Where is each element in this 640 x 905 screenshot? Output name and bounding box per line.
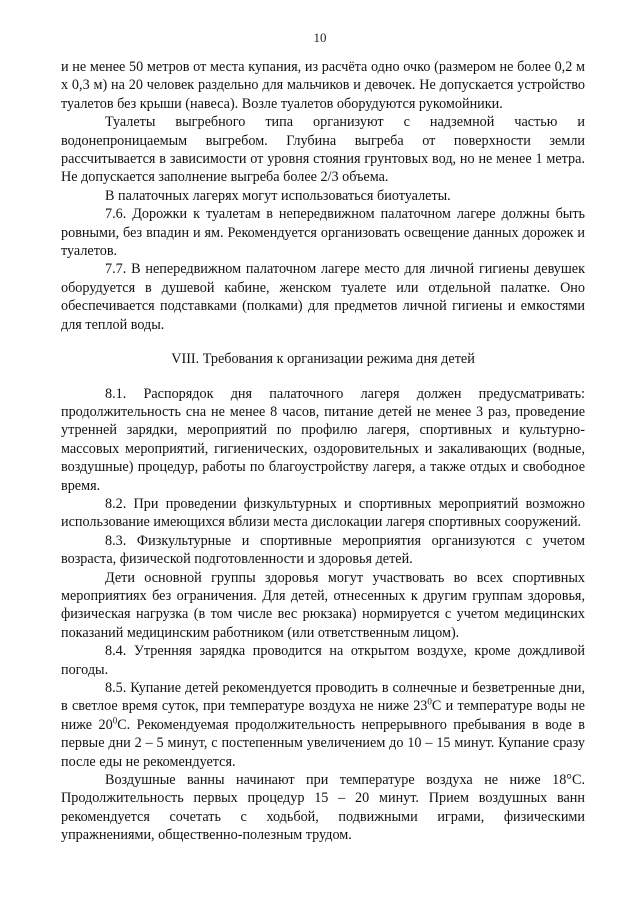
page-number: 10 (313, 30, 327, 45)
paragraph-biotoilets: В палаточных лагерях могут использоваться биотуалеты. (105, 187, 451, 204)
paragraph-air-baths: Воздушные ванны начинают при температуре воздуха не ниже 18°С. Продолжительность первых процедур 15 – 20 минут. Прием воздушных ванн рекомендуется сочетать с ходьбой, подвижными играми, физическими упражнениями, общественно-полезным трудом. (61, 772, 585, 844)
paragraph-8-1: 8.1. Распорядок дня палаточного лагеря должен предусматривать: продолжительность сна не менее 8 часов, питание детей не менее 3 раз, проведение утренней зарядки, мероприятий по профилю лагеря, спортивных и культурно-массовых мероприятий, гигиенических, оздоровительных и закаливающих (водные, воздушные) процедур, работы по благоустройству лагеря, а также отдых и свободное время. (61, 385, 585, 494)
p85-part1: 8.5. Купание детей рекомендуется проводить в солнечные и безветренные дни, в светлое время суток, при температуре воздуха не ниже 23 (61, 680, 585, 715)
paragraph-7-6: 7.6. Дорожки к туалетам в непередвижном палаточном лагере должны быть ровными, без впадин и ям. Рекомендуется организовать освещение данных дорожек и туалетов. (61, 206, 585, 260)
degree-sup-water: 0 (112, 715, 118, 726)
paragraph-8-2: 8.2. При проведении физкультурных и спортивных мероприятий возможно использование имеющихся вблизи места дислокации лагеря спортивных сооружений. (61, 495, 585, 531)
document-body (61, 58, 585, 845)
paragraph-7-7: 7.7. В непередвижном палаточном лагере место для личной гигиены девушек оборудуется в душевой кабине, женском туалете или отдельной палатке. Оно обеспечивается подставками (полками) для предметов личной гигиены и емкостями для теплой воды. (61, 261, 585, 333)
p85-part2: С и температуре воды не ниже 20 (61, 698, 585, 733)
paragraph-8-5 (61, 679, 585, 771)
degree-sup-air: 0 (427, 696, 432, 707)
paragraph-toilet-distance: и не менее 50 метров от места купания, из расчёта одно очко (размером не более 0,2 м х 0,3 м) на 20 человек раздельно для мальчиков и девочек. Не допускается устройство туалетов без крыши (навеса). Возле туалетов оборудуются рукомойники. (61, 59, 585, 112)
paragraph-toilet-type: Туалеты выгребного типа организуют с надземной частью и водонепроницаемым выгребом. Глубина выгреба от поверхности земли рассчитывается в зависимости от уровня стояния грунтовых вод, но не менее 1 метра. Не допускается заполнение выгреба более 2/3 объема. (61, 114, 585, 186)
p85-part3: С. Рекомендуемая продолжительность непрерывного пребывания в воде в первые дни 2 – 5 минут, с постепенным увеличением до 10 – 15 минут. Купание сразу после еды не рекомендуется. (61, 716, 585, 770)
section-heading: VIII. Требования к организации режима дня детей (171, 351, 475, 368)
paragraph-8-3: 8.3. Физкультурные и спортивные мероприятия организуются с учетом возраста, физической подготовленности и здоровья детей. (61, 532, 585, 568)
paragraph-health-groups: Дети основной группы здоровья могут участвовать во всех спортивных мероприятиях без ограничения. Для детей, отнесенных к другим группам здоровья, физическая нагрузка (в том числе вес рюкзака) нормируется с учетом медицинских показаний медицинским работником (или ответственным лицом). (61, 569, 585, 641)
paragraph-8-4: 8.4. Утренняя зарядка проводится на открытом воздухе, кроме дождливой погоды. (61, 643, 585, 678)
